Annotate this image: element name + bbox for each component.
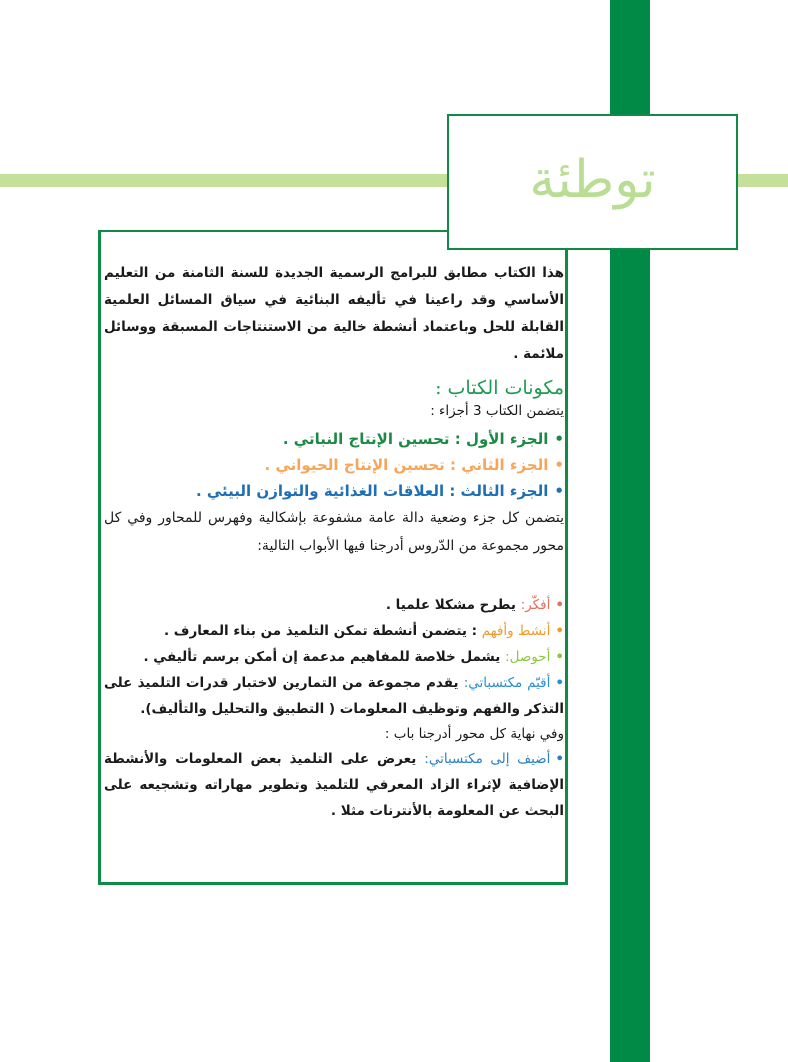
sections-list: [104, 592, 564, 824]
section-label: أضيف إلى مكتسباتي:: [424, 751, 551, 767]
part-text: الجزء الأول : تحسين الإنتاج النباتي .: [282, 430, 549, 448]
section-item-afakkir: [104, 592, 564, 618]
content-body: [104, 260, 564, 824]
section-text: : يتضمن أنشطة تمكن التلميذ من بناء المعارف .: [163, 623, 482, 639]
section-text: يعرض على التلميذ بعض المعلومات والأنشطة الإضافية لإثراء الزاد المعرفي للتلميذ وتطوير مهاراته وتشجيعه على البحث عن المعلومة بالأنترنات مثلا .: [104, 751, 564, 819]
section-text: يشمل خلاصة للمفاهيم مدعمة إن أمكن برسم تأليفي .: [143, 649, 506, 665]
bullet-icon: •: [555, 751, 564, 767]
section-item-uqayyim: [104, 670, 564, 722]
intro-paragraph: هذا الكتاب مطابق للبرامج الرسمية الجديدة للسنة الثامنة من التعليم الأساسي وقد راعينا في تأليفه البنائية في سياق المسائل العلمية القابلة للحل وباعتماد أنشطة خالية من الاستنتاجات المسبقة ووسائل ملائمة .: [104, 265, 564, 362]
bullet-icon: •: [554, 482, 564, 500]
section-label: أقيّم مكتسباتي:: [463, 675, 551, 691]
parts-list: [104, 426, 564, 504]
bullet-icon: •: [554, 430, 564, 448]
part-item-3: [104, 478, 564, 504]
part-text: الجزء الثاني : تحسين الإنتاج الحيواني .: [264, 456, 549, 474]
section-label: أنشط وأفهم: [481, 623, 551, 639]
section-text: يقدم مجموعة من التمارين لاختبار قدرات التلميذ على التذكر والفهم وتوظيف المعلومات ( التطبيق والتحليل والتأليف).: [104, 675, 564, 717]
end-note: وفي نهاية كل محور أدرجنا باب :: [384, 726, 564, 742]
bullet-icon: •: [555, 623, 564, 639]
section-label: أفكّر:: [520, 597, 551, 613]
section-item-udif: [104, 746, 564, 824]
section-label: أحوصل:: [505, 649, 551, 665]
section-item-anshat: [104, 618, 564, 644]
components-subheading: يتضمن الكتاب 3 أجزاء :: [430, 403, 564, 419]
title-box: [447, 114, 738, 250]
part-text: الجزء الثالث : العلاقات الغذائية والتوازن البيئي .: [195, 482, 549, 500]
section-item-ahawsil: [104, 644, 564, 670]
bullet-icon: •: [554, 456, 564, 474]
components-heading: مكونات الكتاب :: [435, 377, 564, 399]
part-item-2: [104, 452, 564, 478]
description-paragraph: يتضمن كل جزء وضعية دالة عامة مشفوعة بإشكالية وفهرس للمحاور وفي كل محور مجموعة من الدّروس أدرجنا فيها الأبواب التالية:: [104, 510, 564, 554]
section-text: يطرح مشكلا علميا .: [385, 597, 521, 613]
bullet-icon: •: [555, 649, 564, 665]
bullet-icon: •: [555, 675, 564, 691]
part-item-1: [104, 426, 564, 452]
page-title: توطئة: [529, 150, 656, 210]
bullet-icon: •: [555, 597, 564, 613]
